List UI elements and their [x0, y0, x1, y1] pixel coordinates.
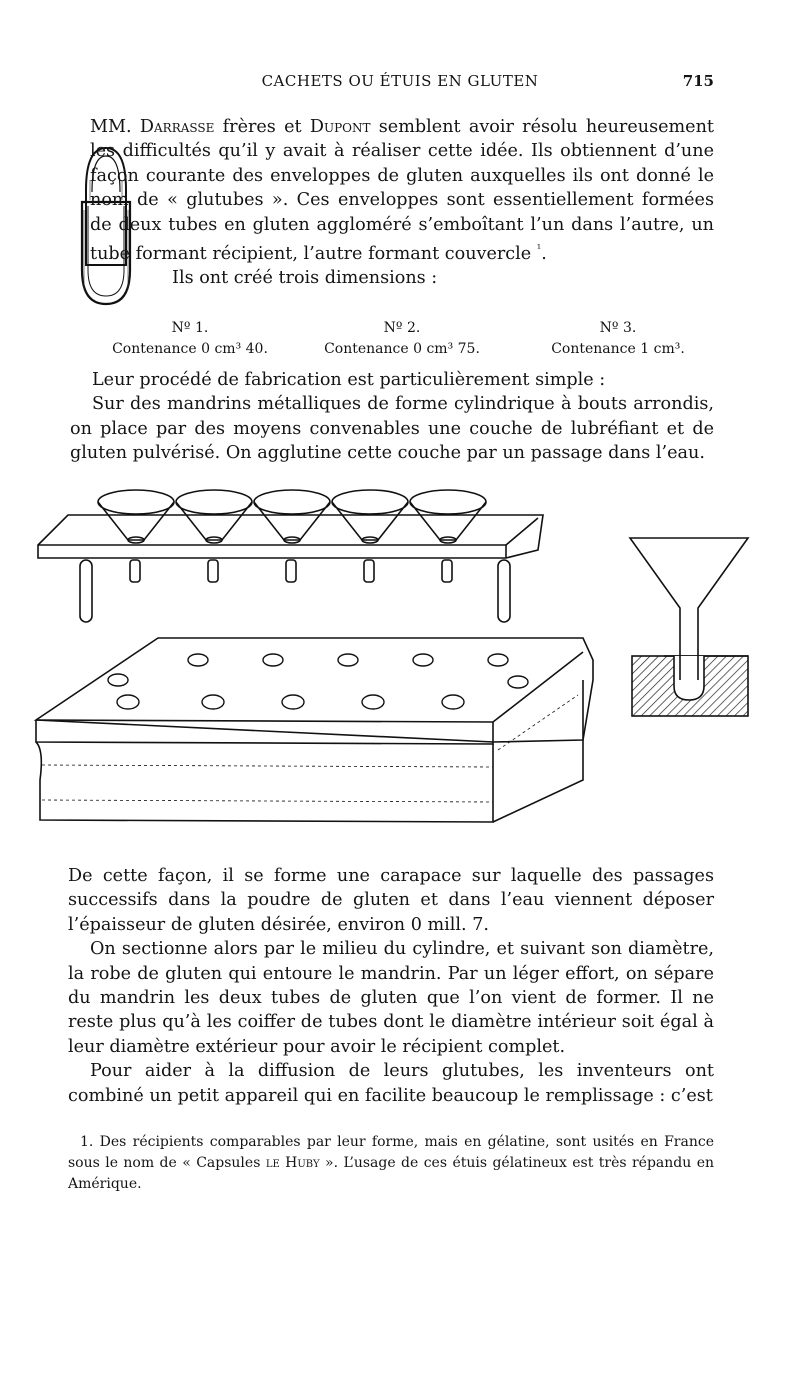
- process-paragraphs: [70, 368, 714, 466]
- intro-paragraph: [90, 115, 715, 291]
- dimension-2: [307, 318, 497, 360]
- dimension-number: Nº 1.: [171, 320, 209, 336]
- mm-abbrev: MM.: [90, 117, 132, 137]
- running-title: CACHETS OU ÉTUIS EN GLUTEN: [261, 72, 539, 90]
- dimension-capacity: Contenance 0 cm³ 40.: [112, 341, 268, 357]
- intro-text-2: semblent avoir résolu heureusement les difficultés qu’il y avait à réaliser cette idée. Ils obtiennent d’une façon courante des enveloppes de gluten auxquelles ils ont donné le nom de « glutubes ». Ces enveloppes sont essentiellement formées de deux tubes en gluten aggloméré s’emboîtant l’un dans l’autre, un tube formant récipient, l’autre formant couvercle: [90, 117, 715, 264]
- intro-text-1: frères et: [214, 117, 310, 137]
- paragraph: On sectionne alors par le milieu du cylindre, et suivant son diamètre, la robe de gluten qui entoure le mandrin. Par un léger effort, on sépare du mandrin les deux tubes de gluten que l’on vient de former. Il ne reste plus qu’à les coiffer de tubes dont le diamètre intérieur soit égal à leur diamètre extérieur pour avoir le récipient complet.: [68, 939, 714, 1057]
- footnote-number: 1.: [80, 1134, 94, 1150]
- name-dupont: Dupont: [309, 117, 371, 137]
- dimension-capacity: Contenance 0 cm³ 75.: [324, 341, 480, 357]
- dimension-1: [95, 318, 285, 360]
- intro-text-3: .: [541, 243, 547, 264]
- footnote-text-end: ». L’usage de ces étuis gélatineux est très répandu en Amérique.: [68, 1155, 714, 1192]
- name-darrasse: Darrasse: [139, 117, 215, 137]
- paragraph: Sur des mandrins métalliques de forme cylindrique à bouts arrondis, on place par des moyens convenables une couche de lubréfiant et de gluten pulvérisé. On agglutine cette couche par un passage dans l’eau.: [70, 394, 714, 464]
- paragraph: Pour aider à la diffusion de leurs glutubes, les inventeurs ont combiné un petit appareil qui en facilite beaucoup le remplissage : c’est: [68, 1061, 714, 1106]
- continuation-paragraphs: [68, 864, 714, 1108]
- footnote-text: Des récipients comparables par leur forme, mais en gélatine, sont usités en France sous le nom de « Capsules: [68, 1134, 714, 1171]
- dimension-number: Nº 2.: [383, 320, 421, 336]
- paragraph: Leur procédé de fabrication est particulièrement simple :: [92, 370, 606, 390]
- dimension-number: Nº 3.: [599, 320, 637, 336]
- footnote-ref: ¹: [536, 242, 542, 256]
- filling-apparatus-icon: [28, 480, 758, 840]
- dimensions-intro: Ils ont créé trois dimensions :: [172, 268, 438, 289]
- dimension-capacity: Contenance 1 cm³.: [551, 341, 685, 357]
- footnote: [68, 1132, 714, 1195]
- page-number: 715: [682, 72, 714, 90]
- paragraph: De cette façon, il se forme une carapace sur laquelle des passages successifs dans la poudre de gluten et dans l’eau viennent déposer l’épaisseur de gluten désirée, environ 0 mill. 7.: [68, 866, 714, 935]
- dimension-3: [521, 318, 715, 360]
- footnote-brand: le Huby: [265, 1155, 320, 1171]
